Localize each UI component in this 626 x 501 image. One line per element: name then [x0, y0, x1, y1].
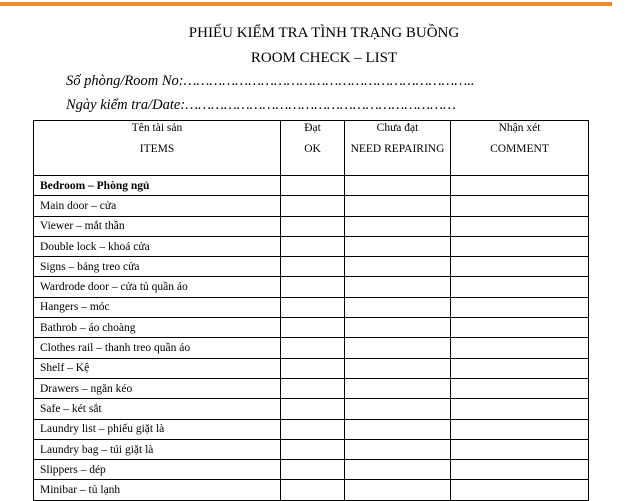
ok-cell[interactable] [281, 318, 345, 338]
table-row [34, 378, 589, 398]
header-items-en: ITEMS [139, 143, 175, 155]
form-title-english: ROOM CHECK – LIST [250, 50, 398, 66]
table-row [34, 318, 589, 338]
top-accent-bar [0, 2, 612, 6]
ok-cell[interactable] [281, 216, 345, 236]
item-label: Viewer – mắt thần [34, 216, 281, 236]
need-repairing-cell[interactable] [345, 460, 451, 480]
ok-cell[interactable] [281, 460, 345, 480]
table-row [34, 297, 589, 317]
need-repairing-cell[interactable] [345, 236, 451, 256]
item-label: Main door – cửa [34, 196, 281, 216]
item-label: Laundry bag – túi giặt là [34, 439, 281, 459]
ok-cell[interactable] [281, 196, 345, 216]
ok-cell[interactable] [281, 176, 345, 196]
form-title-vietnamese: PHIẾU KIỂM TRA TÌNH TRẠNG BUỒNG [188, 25, 460, 41]
header-items-vi: Tên tài sản [131, 122, 183, 134]
header-ok [281, 121, 345, 176]
header-comment-en: COMMENT [490, 143, 549, 155]
item-label: Signs – bảng treo cửa [34, 257, 281, 277]
section-label: Bedroom – Phòng ngủ [34, 176, 281, 196]
item-label: Minibar – tủ lạnh [34, 480, 281, 500]
need-repairing-cell[interactable] [345, 338, 451, 358]
need-repairing-cell[interactable] [345, 257, 451, 277]
item-label: Safe – két sắt [34, 399, 281, 419]
inspection-date-field[interactable]: Ngày kiểm tra/Date:……………………………………………………… [66, 97, 456, 113]
comment-cell[interactable] [451, 176, 589, 196]
ok-cell[interactable] [281, 419, 345, 439]
need-repairing-cell[interactable] [345, 277, 451, 297]
header-comment-vi: Nhận xét [498, 122, 541, 134]
header-ok-en: OK [304, 143, 321, 155]
comment-cell[interactable] [451, 236, 589, 256]
comment-cell[interactable] [451, 297, 589, 317]
table-row [34, 439, 589, 459]
table-row [34, 216, 589, 236]
table-row [34, 480, 589, 500]
header-need-repairing-vi: Chưa đạt [376, 122, 419, 134]
ok-cell[interactable] [281, 399, 345, 419]
ok-cell[interactable] [281, 297, 345, 317]
room-checklist-table [33, 120, 589, 501]
item-label: Drawers – ngăn kéo [34, 378, 281, 398]
need-repairing-cell[interactable] [345, 297, 451, 317]
table-row [34, 419, 589, 439]
table-row [34, 358, 589, 378]
comment-cell[interactable] [451, 358, 589, 378]
item-label: Double lock – khoá cửa [34, 236, 281, 256]
room-number-field[interactable]: Số phòng/Room No:………………………………………………………….. [66, 73, 475, 89]
header-need-repairing [345, 121, 451, 176]
item-label: Laundry list – phiếu giặt là [34, 419, 281, 439]
comment-cell[interactable] [451, 257, 589, 277]
item-label: Slippers – dép [34, 460, 281, 480]
need-repairing-cell[interactable] [345, 378, 451, 398]
header-items [34, 121, 281, 176]
ok-cell[interactable] [281, 480, 345, 500]
ok-cell[interactable] [281, 378, 345, 398]
comment-cell[interactable] [451, 196, 589, 216]
table-row [34, 196, 589, 216]
comment-cell[interactable] [451, 419, 589, 439]
comment-cell[interactable] [451, 378, 589, 398]
item-label: Shelf – Kệ [34, 358, 281, 378]
ok-cell[interactable] [281, 236, 345, 256]
table-row [34, 460, 589, 480]
comment-cell[interactable] [451, 399, 589, 419]
table-row [34, 257, 589, 277]
need-repairing-cell[interactable] [345, 419, 451, 439]
item-label: Bathrob – áo choàng [34, 318, 281, 338]
comment-cell[interactable] [451, 460, 589, 480]
need-repairing-cell[interactable] [345, 399, 451, 419]
ok-cell[interactable] [281, 257, 345, 277]
need-repairing-cell[interactable] [345, 318, 451, 338]
header-ok-vi: Đạt [304, 122, 321, 134]
need-repairing-cell[interactable] [345, 176, 451, 196]
need-repairing-cell[interactable] [345, 196, 451, 216]
header-need-repairing-en: NEED REPAIRING [350, 143, 445, 155]
comment-cell[interactable] [451, 480, 589, 500]
item-label: Hangers – móc [34, 297, 281, 317]
item-label: Clothes rail – thanh treo quần áo [34, 338, 281, 358]
table-row [34, 236, 589, 256]
need-repairing-cell[interactable] [345, 358, 451, 378]
header-comment [451, 121, 589, 176]
need-repairing-cell[interactable] [345, 439, 451, 459]
table-row [34, 277, 589, 297]
ok-cell[interactable] [281, 358, 345, 378]
comment-cell[interactable] [451, 216, 589, 236]
ok-cell[interactable] [281, 439, 345, 459]
table-row [34, 399, 589, 419]
ok-cell[interactable] [281, 338, 345, 358]
ok-cell[interactable] [281, 277, 345, 297]
section-row [34, 176, 589, 196]
need-repairing-cell[interactable] [345, 216, 451, 236]
table-header-row [34, 121, 589, 176]
table-row [34, 338, 589, 358]
comment-cell[interactable] [451, 318, 589, 338]
need-repairing-cell[interactable] [345, 480, 451, 500]
comment-cell[interactable] [451, 338, 589, 358]
comment-cell[interactable] [451, 277, 589, 297]
comment-cell[interactable] [451, 439, 589, 459]
item-label: Wardrode door – cửa tủ quần áo [34, 277, 281, 297]
